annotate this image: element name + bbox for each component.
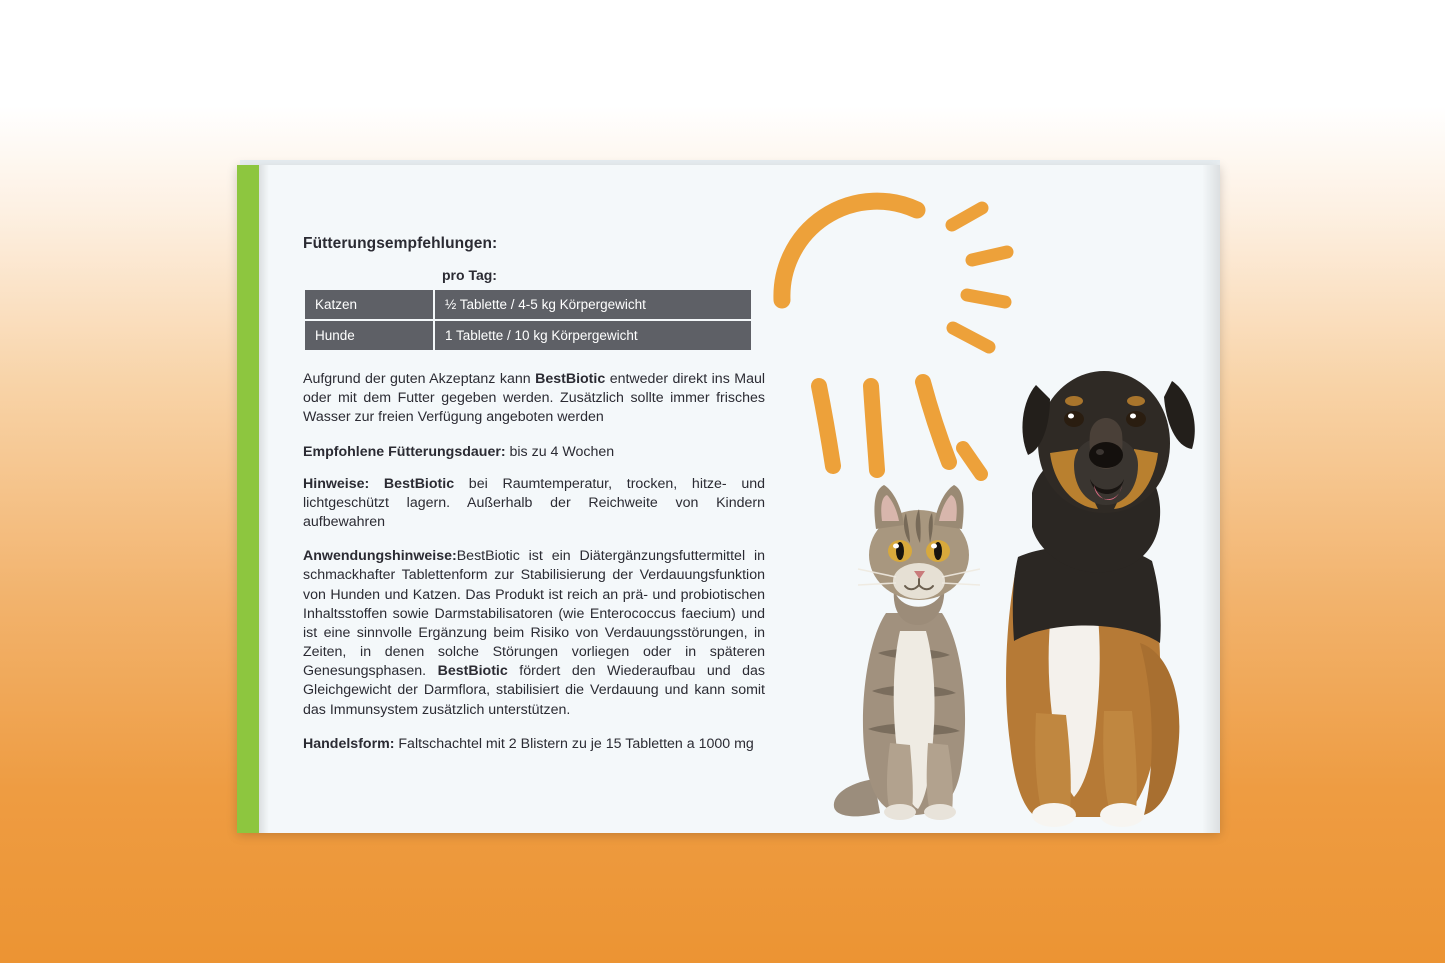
notes-brand: BestBiotic	[369, 475, 455, 492]
cat-and-dog-photo	[822, 313, 1212, 833]
usage-text-1: BestBiotic ist ein Diätergänzungsfuttermittel in schmackhafter Tablettenform zur Stabilisierung der Verdauungsfunktion von Hunden und Katzen. Das Produkt ist reich an prä- und probiotischen Inhaltsstoffen sowie Darmstabilisatoren (wie Enterococcus faecium) und ist eine sinnvolle Ergänzung beim Risiko von Verdauungsstörungen, in Zeiten, in denen solche Störungen vorliegen oder in späteren Genesungsphasen.	[303, 548, 765, 680]
brand-name: BestBiotic	[535, 371, 606, 387]
table-cell-dose-cats: ½ Tablette / 4-5 kg Körpergewicht	[434, 289, 752, 320]
table-cell-dose-dogs: 1 Tablette / 10 kg Körpergewicht	[434, 320, 752, 351]
notes-label: Hinweise:	[303, 475, 370, 492]
format-paragraph	[303, 735, 765, 754]
notes-paragraph	[303, 475, 765, 533]
table-header-blank	[304, 267, 434, 289]
table-row	[304, 289, 752, 320]
duration-label: Empfohlene Fütterungsdauer:	[303, 443, 506, 460]
format-label: Handelsform:	[303, 735, 395, 752]
intro-text-1: Aufgrund der guten Akzeptanz kann	[303, 371, 536, 387]
usage-text-2: fördert den Wiederaufbau und das Gleichgewicht der Darmflora, stabilisiert die Verdauung und kann somit das Immunsystem zusätzlich unterstützen.	[303, 663, 765, 718]
table-row	[304, 320, 752, 351]
carton-spine-shadow	[259, 165, 269, 833]
duration-value: bis zu 4 Wochen	[505, 443, 615, 460]
intro-text-2: entweder direkt ins Maul oder mit dem Futter gegeben werden. Zusätzlich sollte immer frisches Wasser zur freien Verfügung angeboten werden	[303, 371, 765, 426]
format-value: Faltschachtel mit 2 Blistern zu je 15 Tabletten a 1000 mg	[394, 735, 754, 752]
dosage-table	[303, 267, 753, 352]
intro-paragraph	[303, 370, 765, 428]
usage-label: Anwendungshinweise:	[303, 548, 457, 565]
table-header-row	[304, 267, 752, 289]
duration-paragraph	[303, 443, 765, 462]
panel-text-column	[303, 235, 765, 769]
table-header-per-day: pro Tag:	[442, 267, 497, 283]
notes-text: bei Raumtemperatur, trocken, hitze- und lichtgeschützt lagern. Außerhalb der Reichweite von Kindern aufbewahren	[303, 475, 765, 531]
feeding-heading: Fütterungsempfehlungen:	[303, 235, 498, 252]
product-carton	[237, 165, 1220, 833]
dog-illustration	[1006, 371, 1195, 827]
table-cell-animal-cats: Katzen	[304, 289, 434, 320]
cat-illustration	[834, 485, 980, 820]
table-cell-animal-dogs: Hunde	[304, 320, 434, 351]
usage-paragraph	[303, 547, 765, 720]
usage-brand: BestBiotic	[437, 663, 508, 680]
carton-green-spine	[237, 165, 259, 833]
